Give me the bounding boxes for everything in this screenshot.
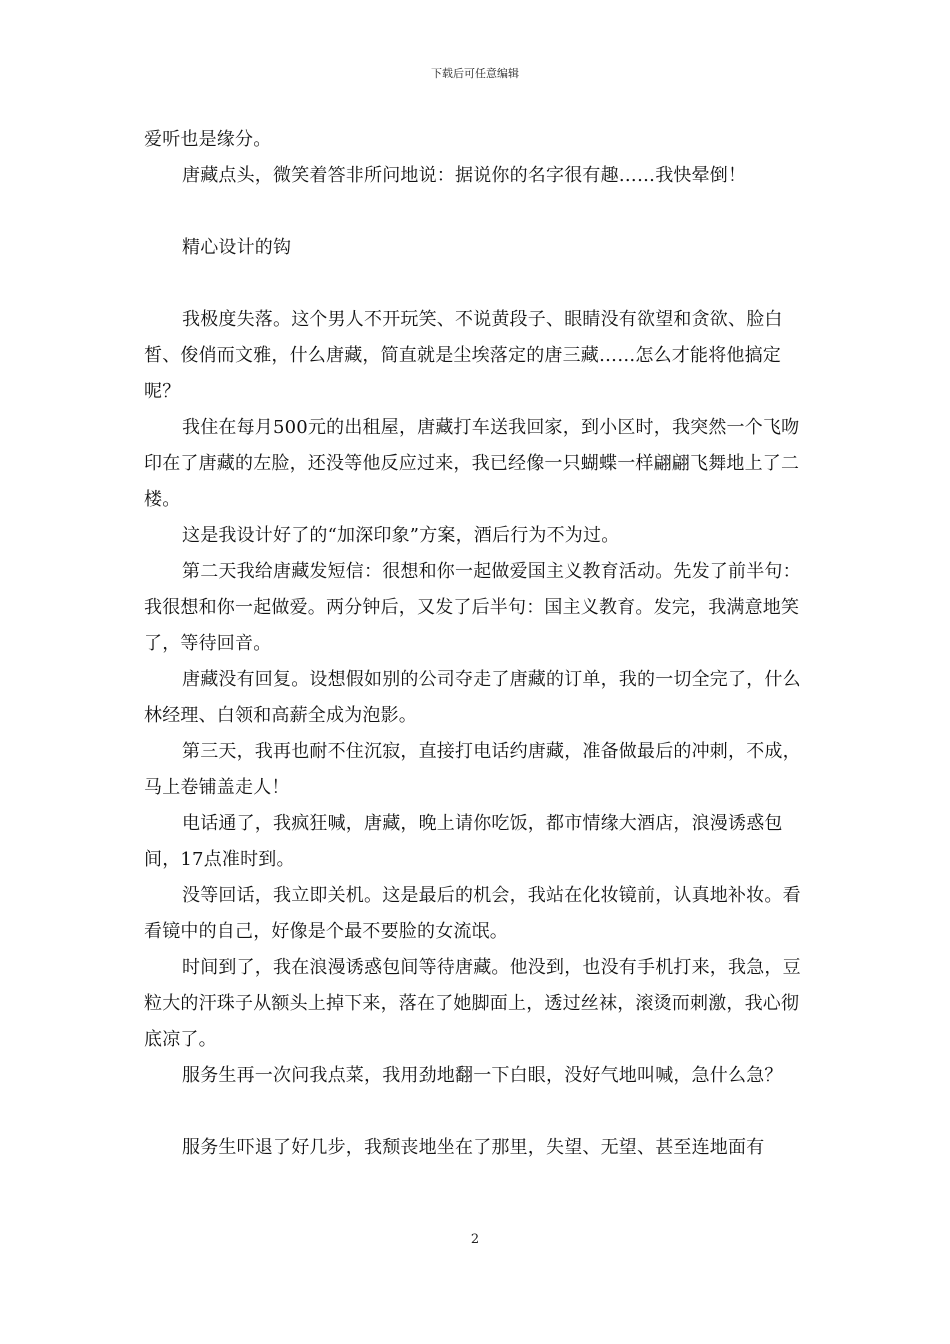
paragraph: 时间到了，我在浪漫诱惑包间等待唐藏。他没到，也没有手机打来，我急，豆粒大的汗珠子从额头上掉下来，落在了她脚面上，透过丝袜，滚烫而刺激，我心彻底凉了。: [144, 957, 801, 1050]
paragraph: 没等回话，我立即关机。这是最后的机会，我站在化妆镜前，认真地补妆。看看镜中的自己，好像是个最不要脸的女流氓。: [144, 885, 801, 942]
paragraph: 爱听也是缘分。: [144, 129, 272, 150]
paragraph: 第二天我给唐藏发短信：很想和你一起做爱国主义教育活动。先发了前半句：我很想和你一起做爱。两分钟后，又发了后半句：国主义教育。发完，我满意地笑了，等待回音。: [144, 561, 801, 654]
page-number: 2: [470, 1232, 480, 1247]
paragraph: 我极度失落。这个男人不开玩笑、不说黄段子、眼睛没有欲望和贪欲、脸白皙、俊俏而文雅，什么唐藏，简直就是尘埃落定的唐三藏……怎么才能将他搞定呢？: [144, 309, 783, 402]
paragraph: 唐藏没有回复。设想假如别的公司夺走了唐藏的订单，我的一切全完了，什么林经理、白领和高薪全成为泡影。: [144, 669, 801, 726]
section-heading: 精心设计的钩: [182, 237, 292, 258]
paragraph: 第三天，我再也耐不住沉寂，直接打电话约唐藏，准备做最后的冲刺，不成，马上卷铺盖走人！: [144, 741, 801, 798]
paragraph: 唐藏点头，微笑着答非所问地说：据说你的名字很有趣……我快晕倒！: [182, 165, 747, 186]
page-header: 下载后可任意编辑: [431, 67, 519, 80]
paragraph: 这是我设计好了的“加深印象”方案，酒后行为不为过。: [182, 525, 620, 546]
paragraph: 服务生吓退了好几步，我颓丧地坐在了那里，失望、无望、甚至连地面有: [182, 1137, 765, 1158]
paragraph: 服务生再一次问我点菜，我用劲地翻一下白眼，没好气地叫喊，急什么急？: [182, 1065, 783, 1086]
paragraph: 电话通了，我疯狂喊，唐藏，晚上请你吃饭，都市情缘大酒店，浪漫诱惑包间，17点准时到。: [144, 813, 783, 870]
paragraph: 我住在每月500元的出租屋，唐藏打车送我回家，到小区时，我突然一个飞吻印在了唐藏的左脸，还没等他反应过来，我已经像一只蝴蝶一样翩翩飞舞地上了二楼。: [144, 417, 800, 510]
document-body: [144, 122, 812, 1166]
